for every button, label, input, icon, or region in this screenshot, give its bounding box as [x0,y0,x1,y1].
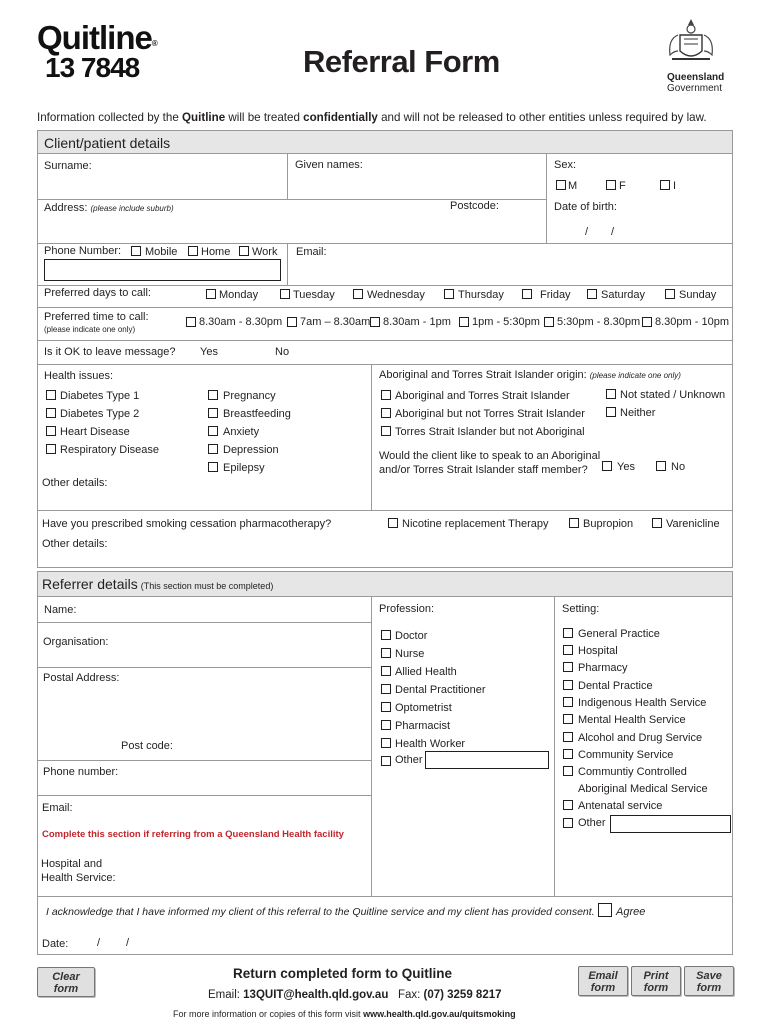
prof-health-worker-checkbox[interactable] [381,738,391,748]
ref-email-label: Email: [42,802,73,814]
time-note: (please indicate one only) [44,325,136,334]
pharma-bupropion-checkbox[interactable] [569,518,579,528]
set-acc-checkbox[interactable] [563,766,573,776]
set-hospital-checkbox[interactable] [563,645,573,655]
pharma-varenicline-checkbox[interactable] [652,518,662,528]
ack-date-sep-1: / [97,937,101,949]
setting-label: Setting: [562,603,600,615]
time-2-checkbox[interactable] [287,317,297,327]
phone-label: Phone Number: [44,245,122,257]
prof-other-label: Other [395,754,423,766]
atsi-staff-yes-checkbox[interactable] [602,461,612,471]
prof-dental-label: Dental Practitioner [395,684,486,696]
set-acc-label: Communtiy Controlled [578,766,687,778]
time-1-checkbox[interactable] [186,317,196,327]
intro-text: Information collected by the Quitline will be treated confidentially and will not be released to other entities unless required by law. [37,111,707,124]
set-antenatal-checkbox[interactable] [563,800,573,810]
day-saturday-label: Saturday [601,289,646,301]
prof-allied-label: Allied Health [395,666,457,678]
return-contact: Email: 13QUIT@health.qld.gov.au Fax: (07) 3259 8217 [208,989,502,1001]
atsi-tsi-label: Torres Strait Islander but not Aboriginal [395,426,585,438]
pharma-other-details-label: Other details: [42,538,108,550]
pharma-bupropion-label: Bupropion [583,518,634,530]
day-friday-label: Friday [540,289,571,301]
day-wednesday-checkbox[interactable] [353,289,363,299]
health-other-details-label: Other details: [42,477,108,489]
prof-allied-checkbox[interactable] [381,666,391,676]
health-anxiety-checkbox[interactable] [208,426,218,436]
ack-agree-label: Agree [616,906,646,918]
ack-agree-checkbox[interactable] [598,903,612,917]
prof-other-checkbox[interactable] [381,756,391,766]
atsi-neither-checkbox[interactable] [606,407,616,417]
health-heart-label: Heart Disease [60,426,130,438]
phone-mobile-label: Mobile [145,246,178,258]
pharma-nrt-checkbox[interactable] [388,518,398,528]
atsi-staff-yes-label: Yes [617,461,635,473]
ref-phone-label: Phone number: [43,766,119,778]
atsi-staff-no-label: No [671,461,686,473]
set-gp-label: General Practice [578,628,660,640]
quitline-logo [37,20,177,90]
set-other-label: Other [578,817,606,829]
prof-dental-checkbox[interactable] [381,684,391,694]
save-form-label-1: Save [696,970,722,982]
atsi-not-stated-label: Not stated / Unknown [620,389,726,401]
day-friday-checkbox[interactable] [522,289,532,299]
day-monday-checkbox[interactable] [206,289,216,299]
time-5-checkbox[interactable] [544,317,554,327]
surname-label: Surname: [44,160,92,172]
health-respiratory-checkbox[interactable] [46,444,56,454]
client-heading: Client/patient details [44,135,171,151]
phone-work-label: Work [252,246,278,258]
health-diabetes2-label: Diabetes Type 2 [60,408,140,420]
time-4-checkbox[interactable] [459,317,469,327]
health-diabetes1-label: Diabetes Type 1 [60,390,140,402]
health-pregnancy-checkbox[interactable] [208,390,218,400]
health-breastfeeding-label: Breastfeeding [223,408,291,420]
set-dental-label: Dental Practice [578,680,653,692]
prof-pharmacist-checkbox[interactable] [381,720,391,730]
atsi-both-checkbox[interactable] [381,390,391,400]
pharma-varenicline-label: Varenicline [666,518,720,530]
set-acc-label-2: Aboriginal Medical Service [578,783,708,795]
email-label: Email: [296,246,327,258]
prof-optometrist-label: Optometrist [395,702,452,714]
ack-text: I acknowledge that I have informed my client of this referral to the Quitline service and my client has provided consent. [46,906,595,918]
time-6-checkbox[interactable] [642,317,652,327]
sex-m-label: M [568,180,578,192]
sex-m-checkbox[interactable] [556,180,566,190]
day-sunday-checkbox[interactable] [665,289,675,299]
prof-health-worker-label: Health Worker [395,738,466,750]
dob-sep-2: / [611,226,615,238]
atsi-aboriginal-checkbox[interactable] [381,408,391,418]
atsi-both-label: Aboriginal and Torres Strait Islander [395,390,570,402]
ref-postcode-label: Post code: [121,740,173,752]
set-indigenous-checkbox[interactable] [563,697,573,707]
day-tuesday-checkbox[interactable] [280,289,290,299]
save-form-button[interactable] [684,966,734,996]
time-5-label: 5:30pm - 8.30pm [557,316,641,328]
health-respiratory-label: Respiratory Disease [60,444,160,456]
profession-label: Profession: [379,603,435,615]
day-tuesday-label: Tuesday [293,289,335,301]
day-thursday-checkbox[interactable] [444,289,454,299]
given-names-label: Given names: [295,159,363,171]
set-mental-label: Mental Health Service [578,714,686,726]
atsi-label: Aboriginal and Torres Strait Islander origin: (please indicate one only) [379,369,681,381]
time-3-checkbox[interactable] [370,317,380,327]
address-label: Address: (please include suburb) [44,202,174,214]
hhs-label: Hospital and [41,858,103,870]
ack-date-sep-2: / [126,937,130,949]
health-label: Health issues: [44,370,114,382]
pharma-question: Have you prescribed smoking cessation pharmacotherapy? [42,518,332,530]
days-label: Preferred days to call: [44,287,151,299]
sex-f-label: F [619,180,626,192]
time-6-label: 8.30pm - 10pm [655,316,729,328]
set-pharmacy-checkbox[interactable] [563,662,573,672]
sex-label: Sex: [554,159,577,171]
sex-i-checkbox[interactable] [660,180,670,190]
day-monday-label: Monday [219,289,259,301]
atsi-aboriginal-label: Aboriginal but not Torres Strait Islander [395,408,585,420]
health-epilepsy-checkbox[interactable] [208,462,218,472]
message-no[interactable]: No [275,346,290,358]
set-hospital-label: Hospital [578,645,618,657]
ref-name-label: Name: [44,604,77,616]
set-other-input[interactable] [610,815,731,833]
ack-date-label: Date: [42,938,69,950]
save-form-label-2: form [696,982,722,994]
print-form-label-1: Print [643,970,669,982]
time-3-label: 8.30am - 1pm [383,316,451,328]
day-saturday-checkbox[interactable] [587,289,597,299]
prof-nurse-checkbox[interactable] [381,648,391,658]
message-label: Is it OK to leave message? [44,346,176,358]
clear-form-label-1: Clear [52,971,80,983]
more-info: For more information or copies of this form visit www.health.qld.gov.au/quitsmoking [173,1009,516,1019]
set-community-checkbox[interactable] [563,749,573,759]
gov-name-2: Government [667,83,723,94]
day-thursday-label: Thursday [458,289,504,301]
atsi-staff-no-checkbox[interactable] [656,461,666,471]
set-aod-label: Alcohol and Drug Service [578,732,703,744]
set-mental-checkbox[interactable] [563,714,573,724]
time-1-label: 8.30am - 8.30pm [199,316,283,328]
health-depression-checkbox[interactable] [208,444,218,454]
time-label: Preferred time to call: [44,311,149,323]
phone-mobile-checkbox[interactable] [131,246,141,256]
email-form-label-2: form [590,982,616,994]
prof-nurse-label: Nurse [395,648,425,660]
prof-optometrist-checkbox[interactable] [381,702,391,712]
set-antenatal-label: Antenatal service [578,800,663,812]
dob-sep-1: / [585,226,589,238]
pharma-nrt-label: Nicotine replacement Therapy [402,518,549,530]
phone-home-checkbox[interactable] [188,246,198,256]
atsi-staff-question: Would the client like to speak to an Aboriginal [379,450,601,462]
qh-note: Complete this section if referring from a Queensland Health facility [42,829,344,840]
return-text: Return completed form to Quitline [233,966,453,981]
set-pharmacy-label: Pharmacy [578,662,628,674]
health-epilepsy-label: Epilepsy [223,462,265,474]
logo-number: 13 7848 [45,52,140,83]
set-gp-checkbox[interactable] [563,628,573,638]
phone-number-input[interactable] [44,259,281,281]
atsi-tsi-checkbox[interactable] [381,426,391,436]
postcode-label: Postcode: [450,200,499,212]
atsi-neither-label: Neither [620,407,656,419]
day-wednesday-label: Wednesday [367,289,425,301]
ref-organisation-label: Organisation: [43,636,109,648]
print-form-button[interactable] [631,966,681,996]
health-depression-label: Depression [223,444,279,456]
health-diabetes1-checkbox[interactable] [46,390,56,400]
sex-i-label: I [673,180,677,192]
gov-name: Queensland [667,72,725,83]
health-anxiety-label: Anxiety [223,426,260,438]
set-community-label: Community Service [578,749,674,761]
queensland-crest-icon [660,15,722,70]
referrer-heading: Referrer details (This section must be completed) [42,576,274,592]
prof-doctor-checkbox[interactable] [381,630,391,640]
atsi-not-stated-checkbox[interactable] [606,389,616,399]
clear-form-label-2: form [53,983,79,995]
message-yes[interactable]: Yes [200,346,218,358]
phone-work-checkbox[interactable] [239,246,249,256]
health-diabetes2-checkbox[interactable] [46,408,56,418]
prof-doctor-label: Doctor [395,630,428,642]
logo-word: Quitline® [37,19,157,56]
phone-home-label: Home [201,246,231,258]
time-2-label: 7am – 8.30am [300,316,371,328]
health-breastfeeding-checkbox[interactable] [208,408,218,418]
page-title: Referral Form [303,44,500,79]
sex-f-checkbox[interactable] [606,180,616,190]
set-aod-checkbox[interactable] [563,732,573,742]
set-dental-checkbox[interactable] [563,680,573,690]
prof-pharmacist-label: Pharmacist [395,720,451,732]
set-indigenous-label: Indigenous Health Service [578,697,707,709]
set-other-checkbox[interactable] [563,818,573,828]
print-form-label-2: form [643,982,669,994]
hhs-label-2: Health Service: [41,872,116,884]
email-form-button[interactable] [578,966,628,996]
clear-form-button[interactable] [37,967,95,997]
dob-label: Date of birth: [554,201,617,213]
health-pregnancy-label: Pregnancy [223,390,276,402]
health-heart-checkbox[interactable] [46,426,56,436]
atsi-staff-question-2: and/or Torres Strait Islander staff member? [379,464,588,476]
prof-other-input[interactable] [425,751,549,769]
day-sunday-label: Sunday [679,289,717,301]
email-form-label-1: Email [588,970,618,982]
ref-postal-label: Postal Address: [43,672,120,684]
time-4-label: 1pm - 5:30pm [472,316,540,328]
